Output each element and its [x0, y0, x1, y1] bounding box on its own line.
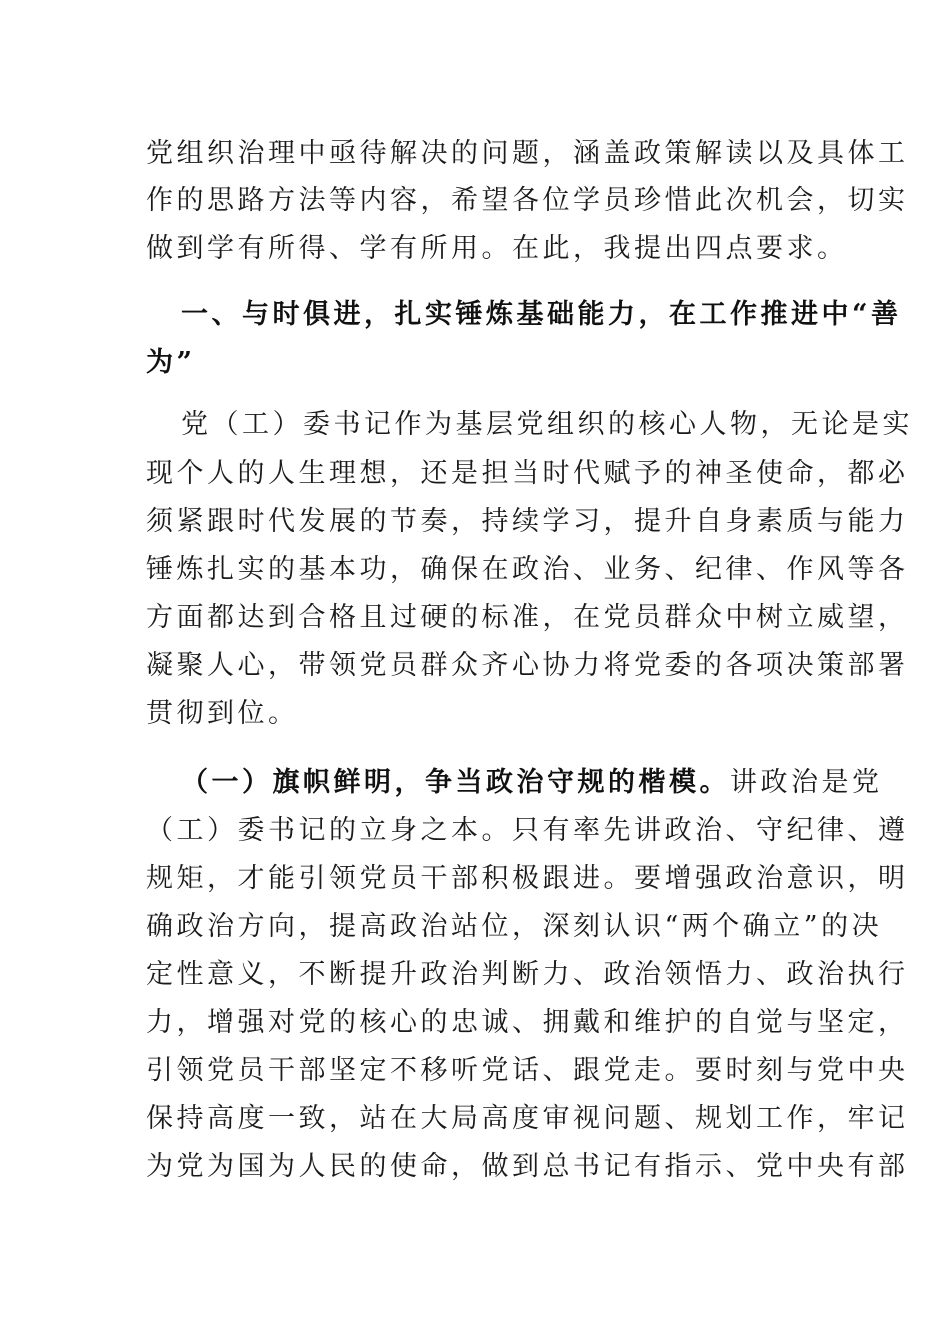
subsection-line-2: （工）委书记的立身之本。只有率先讲政治、守纪律、遵	[146, 815, 909, 846]
body-line-6: 凝聚人心，带领党员群众齐心协力将党委的各项决策部署	[146, 650, 909, 681]
section-heading-line-1: 一、与时俱进，扎实锤炼基础能力，在工作推进中“善	[181, 299, 902, 330]
subsection-lead: （一）旗帜鲜明，争当政治守规的楷模。	[181, 767, 730, 798]
section-heading-line-2: 为”	[146, 347, 196, 378]
intro-line-3: 做到学有所得、学有所用。在此，我提出四点要求。	[146, 233, 848, 264]
subsection-line-6: 力，增强对党的核心的忠诚、拥戴和维护的自觉与坚定，	[146, 1007, 909, 1038]
body-line-4: 锤炼扎实的基本功，确保在政治、业务、纪律、作风等各	[146, 554, 909, 585]
subsection-line-1-rest: 讲政治是党	[730, 767, 883, 798]
subsection-line-4: 确政治方向，提高政治站位，深刻认识“两个确立”的决	[146, 911, 883, 942]
intro-line-2: 作的思路方法等内容，希望各位学员珍惜此次机会，切实	[146, 185, 909, 216]
subsection-line-3: 规矩，才能引领党员干部积极跟进。要增强政治意识，明	[146, 863, 909, 894]
subsection-line-8: 保持高度一致，站在大局高度审视问题、规划工作，牢记	[146, 1103, 909, 1134]
body-line-3: 须紧跟时代发展的节奏，持续学习，提升自身素质与能力	[146, 506, 909, 537]
body-line-7: 贯彻到位。	[146, 698, 299, 729]
body-line-5: 方面都达到合格且过硬的标准，在党员群众中树立威望，	[146, 602, 909, 633]
body-line-2: 现个人的人生理想，还是担当时代赋予的神圣使命，都必	[146, 458, 909, 489]
subsection-line-5: 定性意义，不断提升政治判断力、政治领悟力、政治执行	[146, 959, 909, 990]
subsection-line-7: 引领党员干部坚定不移听党话、跟党走。要时刻与党中央	[146, 1055, 909, 1086]
body-line-1: 党（工）委书记作为基层党组织的核心人物，无论是实	[181, 409, 913, 440]
subsection-line-9: 为党为国为人民的使命，做到总书记有指示、党中央有部	[146, 1151, 909, 1182]
subsection-line-1	[181, 763, 883, 803]
intro-line-1: 党组织治理中亟待解决的问题，涵盖政策解读以及具体工	[146, 138, 909, 169]
